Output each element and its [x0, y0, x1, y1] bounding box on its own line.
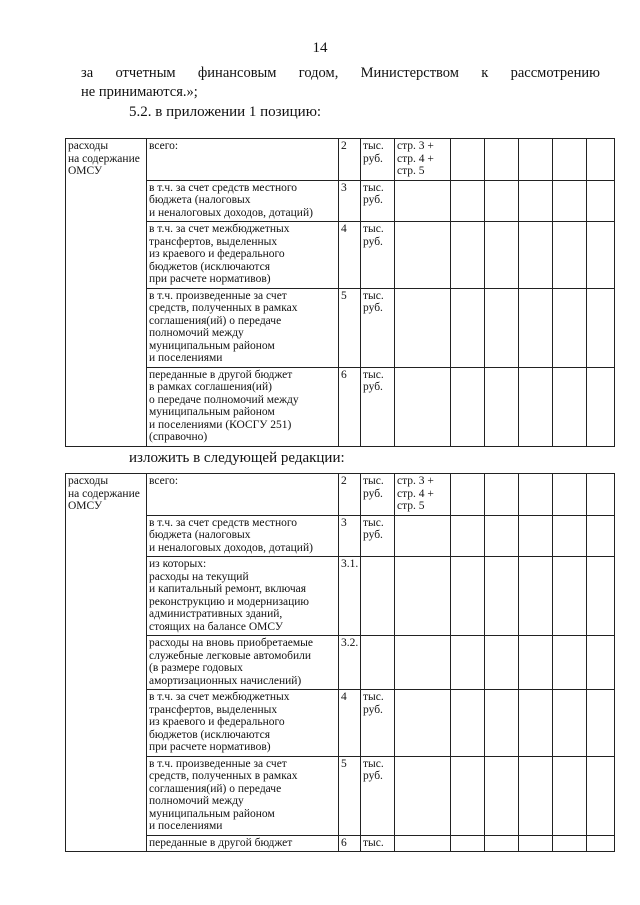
row-code: 6: [339, 367, 361, 446]
row-code: 3: [339, 180, 361, 222]
empty-cell: [519, 180, 553, 222]
row-formula: [395, 180, 451, 222]
row-code: 6: [339, 835, 361, 852]
row-description: переданные в другой бюджет: [147, 835, 339, 852]
empty-cell: [587, 515, 615, 557]
empty-cell: [519, 139, 553, 181]
empty-cell: [587, 474, 615, 516]
table-row: [66, 835, 615, 852]
empty-cell: [519, 690, 553, 757]
row-description: всего:: [147, 474, 339, 516]
word: за: [81, 65, 94, 81]
empty-cell: [66, 367, 147, 446]
empty-cell: [553, 835, 587, 852]
empty-cell: [485, 288, 519, 367]
table-row: [66, 367, 615, 446]
group-label: расходы на содержание ОМСУ: [66, 139, 147, 181]
row-unit: тыс. руб.: [361, 756, 395, 835]
row-unit: тыс. руб.: [361, 222, 395, 289]
empty-cell: [519, 367, 553, 446]
empty-cell: [587, 835, 615, 852]
row-code: 3: [339, 515, 361, 557]
row-description: всего:: [147, 139, 339, 181]
table-row: [66, 139, 615, 181]
empty-cell: [519, 557, 553, 636]
empty-cell: [553, 367, 587, 446]
paragraph-line-2: не принимаются.»;: [81, 84, 198, 100]
empty-cell: [553, 222, 587, 289]
empty-cell: [451, 690, 485, 757]
row-code: 5: [339, 756, 361, 835]
empty-cell: [451, 139, 485, 181]
word: рассмотрению: [510, 65, 600, 81]
row-code: 5: [339, 288, 361, 367]
row-formula: [395, 367, 451, 446]
empty-cell: [451, 288, 485, 367]
row-code: 3.2.: [339, 636, 361, 690]
row-formula: [395, 756, 451, 835]
word: к: [481, 65, 489, 81]
group-label: расходы на содержание ОМСУ: [66, 474, 147, 516]
empty-cell: [485, 180, 519, 222]
row-description: переданные в другой бюджет в рамках соглашения(ий) о передаче полномочий между муниципальным районом и поселениями (КОСГУ 251) (справочно): [147, 367, 339, 446]
empty-cell: [66, 690, 147, 757]
row-formula: стр. 3 + стр. 4 + стр. 5: [395, 474, 451, 516]
word: Министерством: [360, 65, 459, 81]
row-description: из которых: расходы на текущий и капитальный ремонт, включая реконструкцию и модернизацию административных зданий, стоящих на балансе ОМСУ: [147, 557, 339, 636]
empty-cell: [451, 367, 485, 446]
table-row: [66, 515, 615, 557]
row-unit: тыс. руб.: [361, 474, 395, 516]
table-row: [66, 557, 615, 636]
empty-cell: [587, 139, 615, 181]
empty-cell: [485, 835, 519, 852]
row-description: в т.ч. за счет межбюджетных трансфертов, выделенных из краевого и федерального бюджетов (исключаются при расчете нормативов): [147, 222, 339, 289]
empty-cell: [553, 636, 587, 690]
empty-cell: [519, 636, 553, 690]
row-description: в т.ч. за счет средств местного бюджета (налоговых и неналоговых доходов, дотаций): [147, 515, 339, 557]
empty-cell: [553, 557, 587, 636]
row-description: расходы на вновь приобретаемые служебные легковые автомобили (в размере годовых амортизационных начислений): [147, 636, 339, 690]
word: отчетным: [115, 65, 176, 81]
empty-cell: [66, 180, 147, 222]
table-row: [66, 288, 615, 367]
empty-cell: [485, 557, 519, 636]
paragraph-text: [81, 64, 600, 102]
row-description: в т.ч. за счет средств местного бюджета (налоговых и неналоговых доходов, дотаций): [147, 180, 339, 222]
table-row: [66, 756, 615, 835]
row-unit: тыс. руб.: [361, 288, 395, 367]
empty-cell: [66, 515, 147, 557]
empty-cell: [66, 636, 147, 690]
empty-cell: [485, 139, 519, 181]
row-formula: стр. 3 + стр. 4 + стр. 5: [395, 139, 451, 181]
section-title: 5.2. в приложении 1 позицию:: [129, 104, 322, 120]
empty-cell: [66, 756, 147, 835]
row-unit: тыс. руб.: [361, 139, 395, 181]
row-unit: тыс. руб.: [361, 367, 395, 446]
empty-cell: [451, 756, 485, 835]
table-row: [66, 636, 615, 690]
row-formula: [395, 835, 451, 852]
empty-cell: [587, 690, 615, 757]
empty-cell: [587, 180, 615, 222]
table-row: [66, 690, 615, 757]
row-unit: [361, 636, 395, 690]
empty-cell: [587, 636, 615, 690]
empty-cell: [519, 222, 553, 289]
row-code: 4: [339, 222, 361, 289]
word: годом,: [298, 65, 339, 81]
empty-cell: [451, 222, 485, 289]
row-unit: [361, 557, 395, 636]
row-unit: тыс. руб.: [361, 690, 395, 757]
row-formula: [395, 288, 451, 367]
empty-cell: [553, 690, 587, 757]
empty-cell: [519, 756, 553, 835]
empty-cell: [66, 557, 147, 636]
empty-cell: [553, 756, 587, 835]
word: финансовым: [197, 65, 277, 81]
empty-cell: [451, 557, 485, 636]
edit-instruction: изложить в следующей редакции:: [129, 450, 345, 466]
row-code: 4: [339, 690, 361, 757]
empty-cell: [587, 288, 615, 367]
empty-cell: [553, 180, 587, 222]
empty-cell: [553, 474, 587, 516]
row-formula: [395, 515, 451, 557]
row-formula: [395, 690, 451, 757]
empty-cell: [485, 222, 519, 289]
empty-cell: [553, 288, 587, 367]
empty-cell: [485, 756, 519, 835]
empty-cell: [451, 835, 485, 852]
empty-cell: [519, 474, 553, 516]
empty-cell: [519, 515, 553, 557]
empty-cell: [553, 515, 587, 557]
empty-cell: [587, 756, 615, 835]
empty-cell: [485, 474, 519, 516]
empty-cell: [519, 288, 553, 367]
empty-cell: [451, 636, 485, 690]
row-description: в т.ч. произведенные за счет средств, полученных в рамках соглашения(ий) о передаче полномочий между муниципальным районом и поселениями: [147, 288, 339, 367]
original-position-table: [65, 138, 615, 447]
empty-cell: [587, 367, 615, 446]
empty-cell: [587, 222, 615, 289]
page-number: 14: [312, 40, 328, 56]
empty-cell: [66, 288, 147, 367]
row-unit: тыс.: [361, 835, 395, 852]
empty-cell: [519, 835, 553, 852]
empty-cell: [485, 367, 519, 446]
empty-cell: [66, 222, 147, 289]
row-unit: тыс. руб.: [361, 515, 395, 557]
row-code: 3.1.: [339, 557, 361, 636]
empty-cell: [587, 557, 615, 636]
empty-cell: [485, 515, 519, 557]
empty-cell: [485, 636, 519, 690]
row-unit: тыс. руб.: [361, 180, 395, 222]
empty-cell: [66, 835, 147, 852]
table-row: [66, 474, 615, 516]
row-formula: [395, 636, 451, 690]
row-code: 2: [339, 474, 361, 516]
table-row: [66, 222, 615, 289]
row-formula: [395, 557, 451, 636]
row-description: в т.ч. произведенные за счет средств, полученных в рамках соглашения(ий) о передаче полномочий между муниципальным районом и поселениями: [147, 756, 339, 835]
paragraph-line-1: [81, 64, 600, 83]
empty-cell: [485, 690, 519, 757]
new-position-table: [65, 473, 615, 852]
empty-cell: [553, 139, 587, 181]
row-description: в т.ч. за счет межбюджетных трансфертов, выделенных из краевого и федерального бюджетов (исключаются при расчете нормативов): [147, 690, 339, 757]
row-formula: [395, 222, 451, 289]
empty-cell: [451, 474, 485, 516]
empty-cell: [451, 180, 485, 222]
row-code: 2: [339, 139, 361, 181]
table-row: [66, 180, 615, 222]
empty-cell: [451, 515, 485, 557]
